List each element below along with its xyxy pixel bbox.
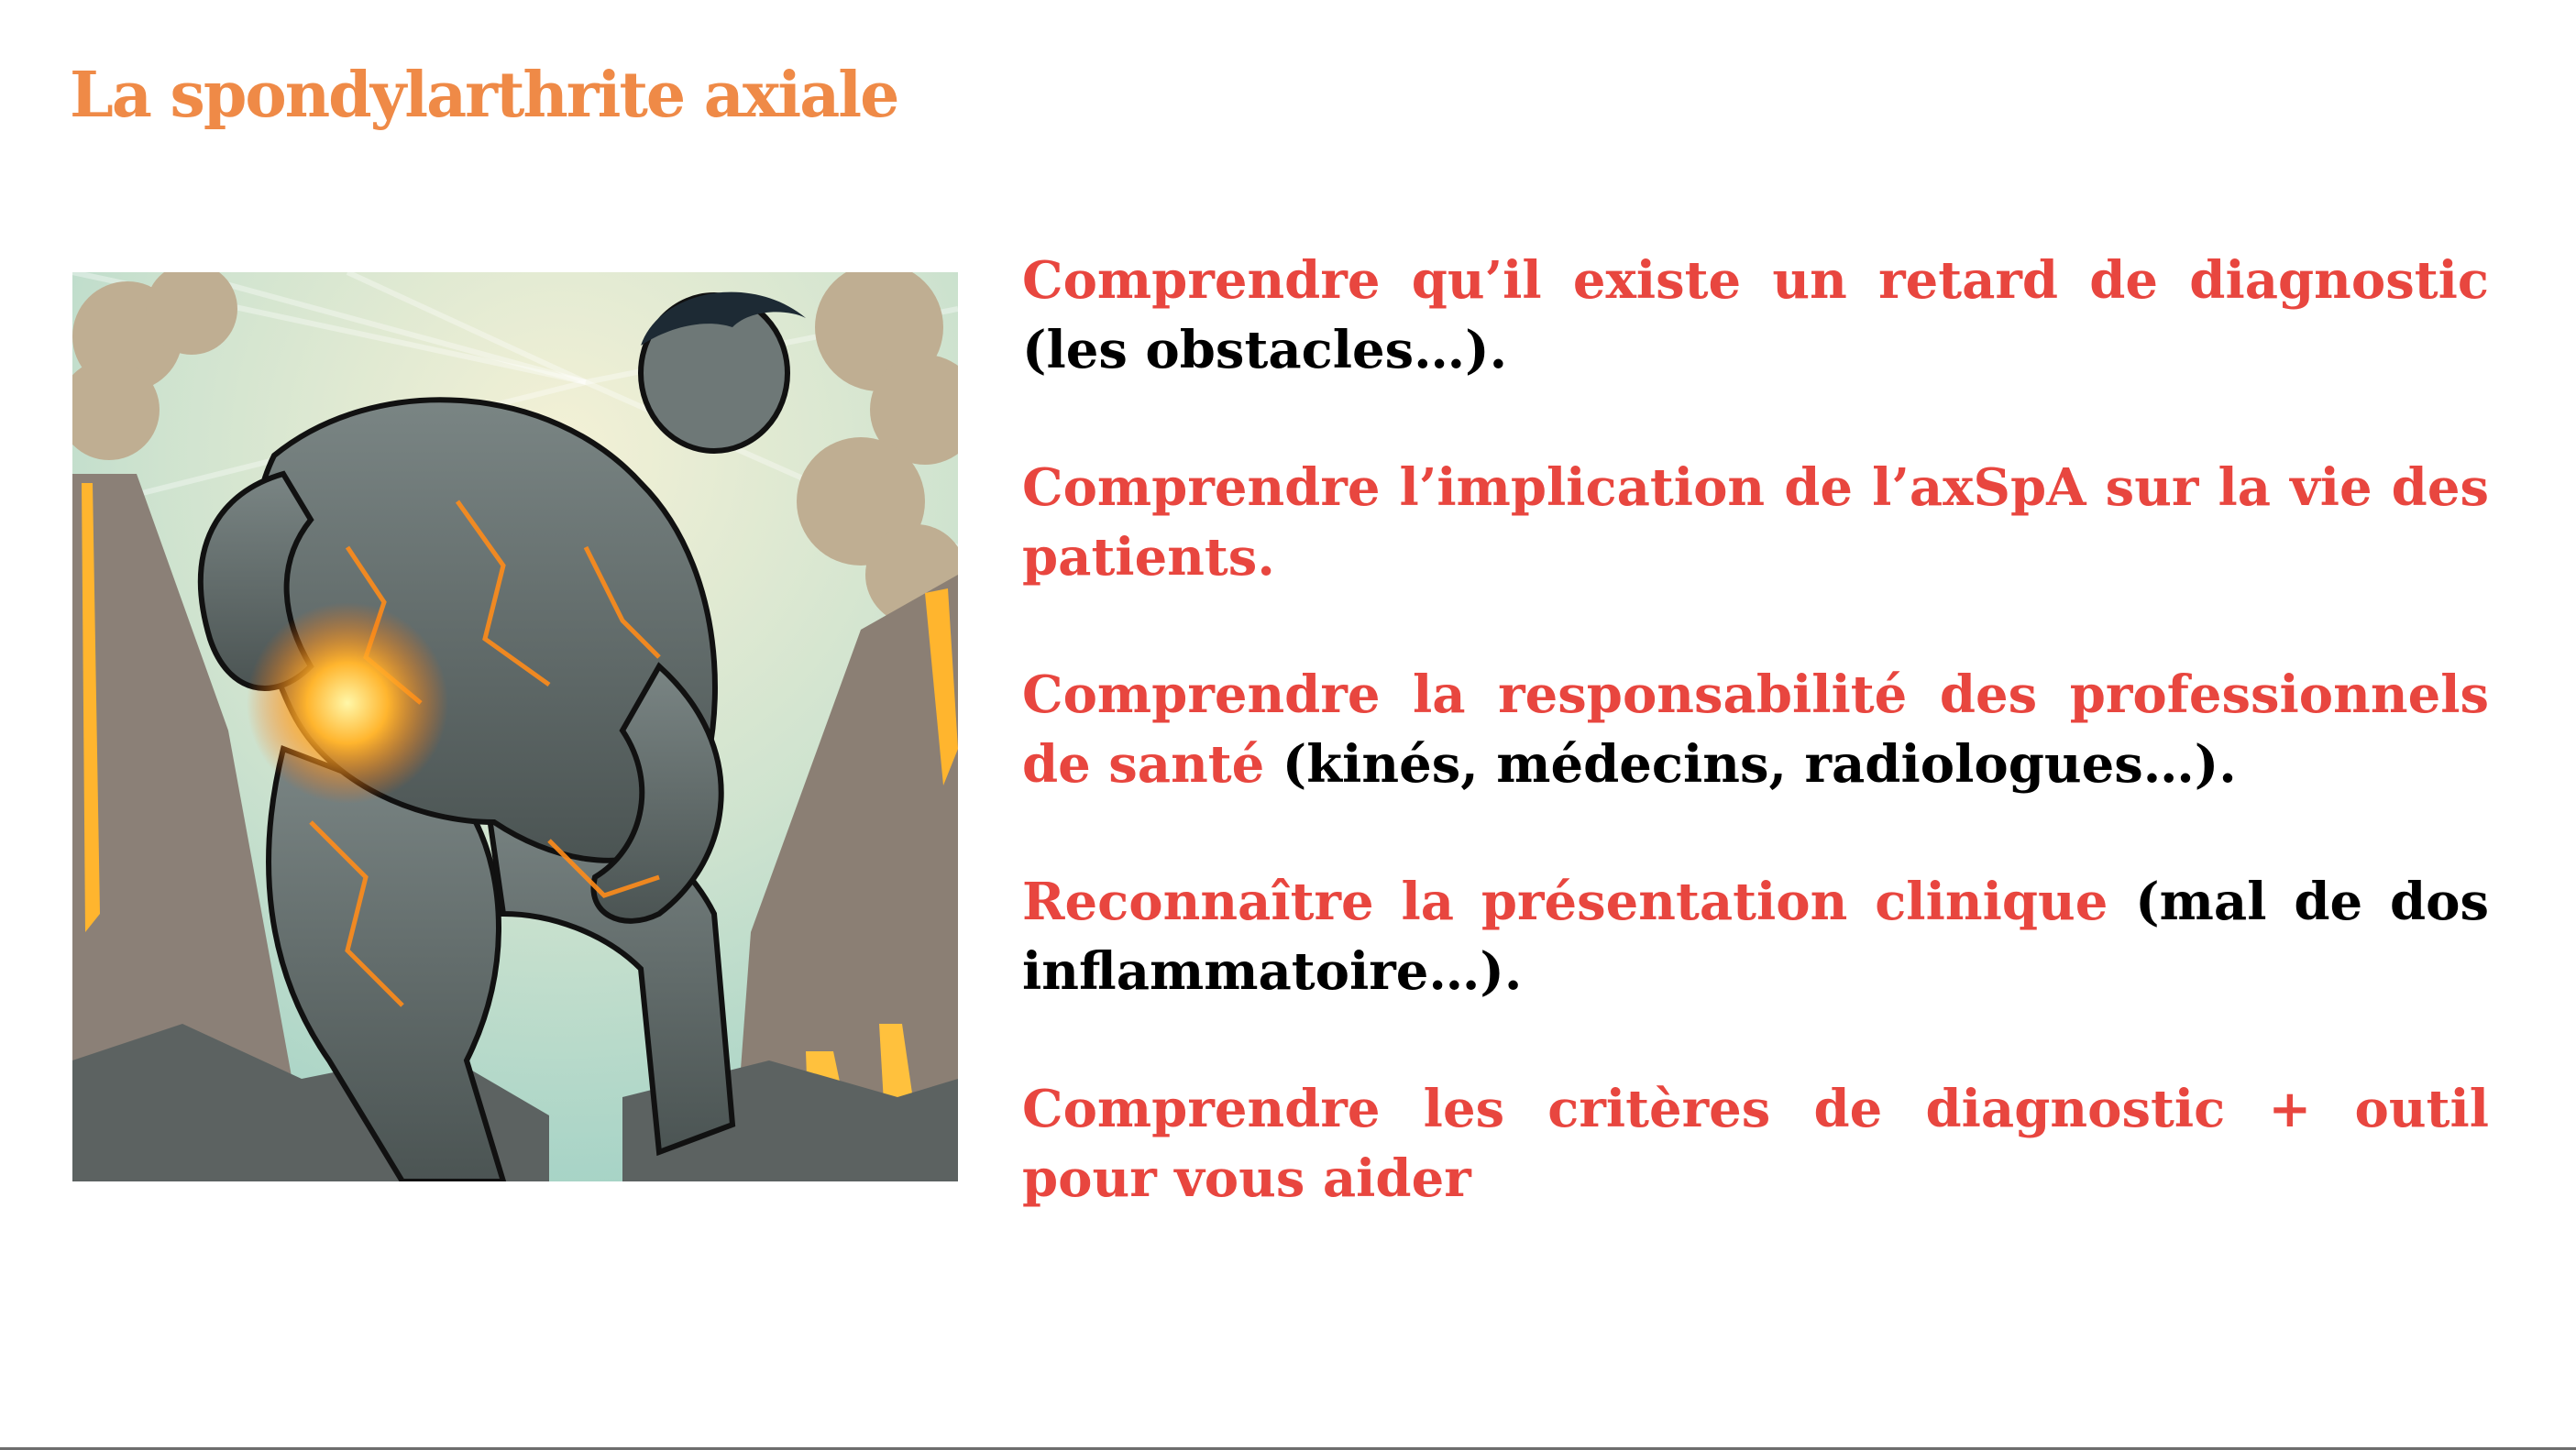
objective-item (1022, 867, 2489, 1006)
objective-detail: (kinés, médecins, radiologues…). (1264, 734, 2237, 795)
objective-highlight: Comprendre les critères de diagnostic + outil pour vous aider (1022, 1079, 2489, 1209)
objective-item (1022, 1074, 2489, 1214)
objective-detail: (mal de dos inflammatoire…). (1022, 872, 2489, 1002)
objective-detail: (les obstacles…). (1022, 320, 1508, 380)
objective-highlight: Comprendre la responsabilité des professionnels de santé (1022, 665, 2489, 795)
objective-highlight: Comprendre qu’il existe un retard de diagnostic (1022, 250, 2489, 311)
learning-objectives (1022, 246, 2489, 1214)
objective-item (1022, 660, 2489, 799)
objective-item (1022, 453, 2489, 592)
objective-item (1022, 246, 2489, 385)
objective-highlight: Comprendre l’implication de l’axSpA sur la vie des patients. (1022, 457, 2489, 588)
objective-highlight: Reconnaître la présentation clinique (1022, 872, 2108, 932)
slide-title: La spondylarthrite axiale (70, 59, 898, 132)
stone-man-illustration (72, 272, 958, 1181)
